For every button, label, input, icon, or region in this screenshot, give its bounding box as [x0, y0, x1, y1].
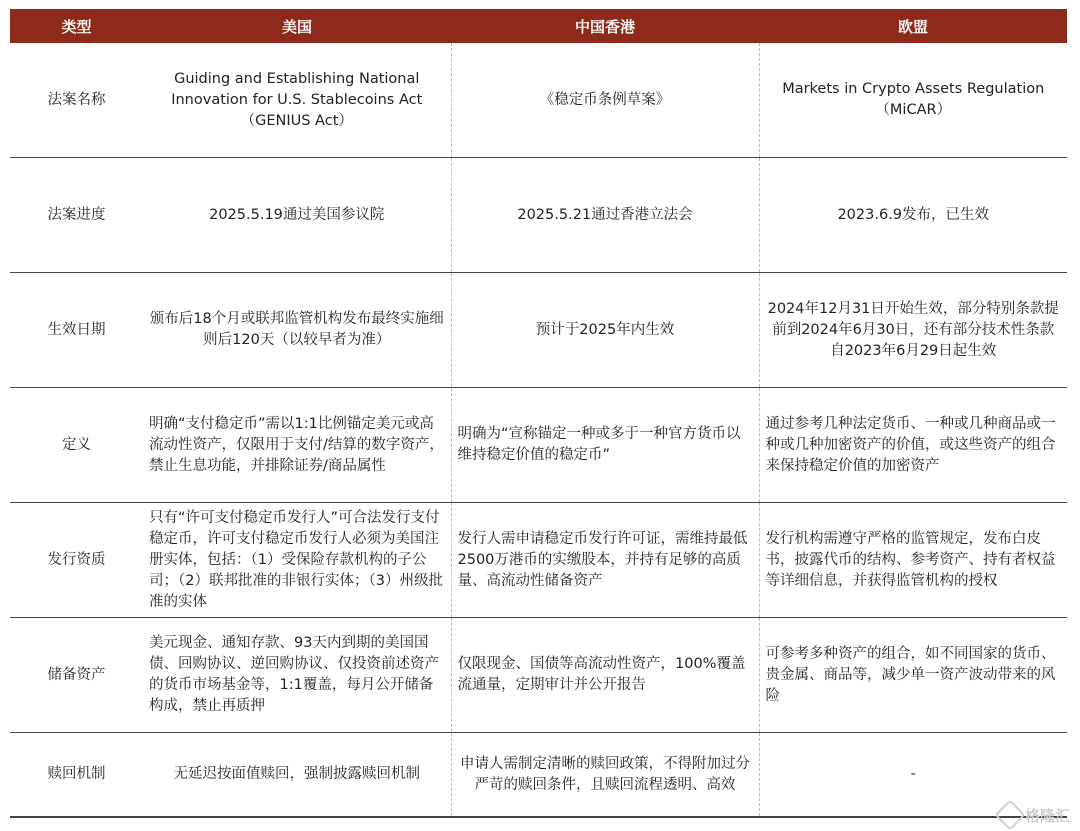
row-category: 生效日期 [10, 273, 143, 388]
row-category: 赎回机制 [10, 733, 143, 818]
watermark [999, 804, 1070, 826]
cell-hk: 2025.5.21通过香港立法会 [451, 158, 759, 273]
watermark-logo-icon [994, 799, 1025, 830]
cell-us: 无延迟按面值赎回，强制披露赎回机制 [143, 733, 451, 818]
row-category: 定义 [10, 388, 143, 503]
header-hk: 中国香港 [451, 9, 759, 43]
header-us: 美国 [143, 9, 451, 43]
row-category: 法案名称 [10, 43, 143, 158]
table-row [10, 503, 1067, 618]
cell-us: 颁布后18个月或联邦监管机构发布最终实施细则后120天（以较早者为准） [143, 273, 451, 388]
cell-hk: 仅限现金、国债等高流动性资产，100%覆盖流通量，定期审计并公开报告 [451, 618, 759, 733]
cell-hk: 发行人需申请稳定币发行许可证，需维持最低2500万港币的实缴股本，并持有足够的高质量、高流动性储备资产 [451, 503, 759, 618]
row-category: 储备资产 [10, 618, 143, 733]
table-row [10, 388, 1067, 503]
header-row [10, 9, 1067, 43]
header-type: 类型 [10, 9, 143, 43]
cell-hk: 预计于2025年内生效 [451, 273, 759, 388]
table-row [10, 618, 1067, 733]
cell-hk: 明确为“宣称锚定一种或多于一种官方货币以维持稳定价值的稳定币” [451, 388, 759, 503]
cell-eu: 2023.6.9发布，已生效 [759, 158, 1067, 273]
table-row [10, 158, 1067, 273]
cell-us: 美元现金、通知存款、93天内到期的美国国债、回购协议、逆回购协议、仅投资前述资产的货币市场基金等，1:1覆盖，每月公开储备构成，禁止再质押 [143, 618, 451, 733]
cell-us: Guiding and Establishing National Innovation for U.S. Stablecoins Act（GENIUS Act） [143, 43, 451, 158]
cell-eu: - [759, 733, 1067, 818]
cell-hk: 《稳定币条例草案》 [451, 43, 759, 158]
cell-us: 只有“许可支付稳定币发行人”可合法发行支付稳定币，许可支付稳定币发行人必须为美国注册实体，包括：（1）受保险存款机构的子公司；（2）联邦批准的非银行实体；（3）州级批准的实体 [143, 503, 451, 618]
row-category: 法案进度 [10, 158, 143, 273]
cell-us: 2025.5.19通过美国参议院 [143, 158, 451, 273]
cell-eu: 2024年12月31日开始生效，部分特别条款提前到2024年6月30日，还有部分技术性条款自2023年6月29日起生效 [759, 273, 1067, 388]
header-eu: 欧盟 [759, 9, 1067, 43]
cell-eu: 通过参考几种法定货币、一种或几种商品或一种或几种加密资产的价值，或这些资产的组合来保持稳定价值的加密资产 [759, 388, 1067, 503]
row-category: 发行资质 [10, 503, 143, 618]
watermark-text: 格隆汇 [1024, 806, 1070, 825]
cell-us: 明确“支付稳定币”需以1:1比例锚定美元或高流动性资产，仅限用于支付/结算的数字资产，禁止生息功能，并排除证券/商品属性 [143, 388, 451, 503]
table-row [10, 273, 1067, 388]
table-row [10, 43, 1067, 158]
cell-eu: Markets in Crypto Assets Regulation（MiCAR） [759, 43, 1067, 158]
cell-eu: 发行机构需遵守严格的监管规定，发布白皮书，披露代币的结构、参考资产、持有者权益等详细信息，并获得监管机构的授权 [759, 503, 1067, 618]
cell-eu: 可参考多种资产的组合，如不同国家的货币、贵金属、商品等，减少单一资产波动带来的风险 [759, 618, 1067, 733]
cell-hk: 申请人需制定清晰的赎回政策，不得附加过分严苛的赎回条件，且赎回流程透明、高效 [451, 733, 759, 818]
comparison-table [10, 9, 1067, 818]
table-row [10, 733, 1067, 818]
